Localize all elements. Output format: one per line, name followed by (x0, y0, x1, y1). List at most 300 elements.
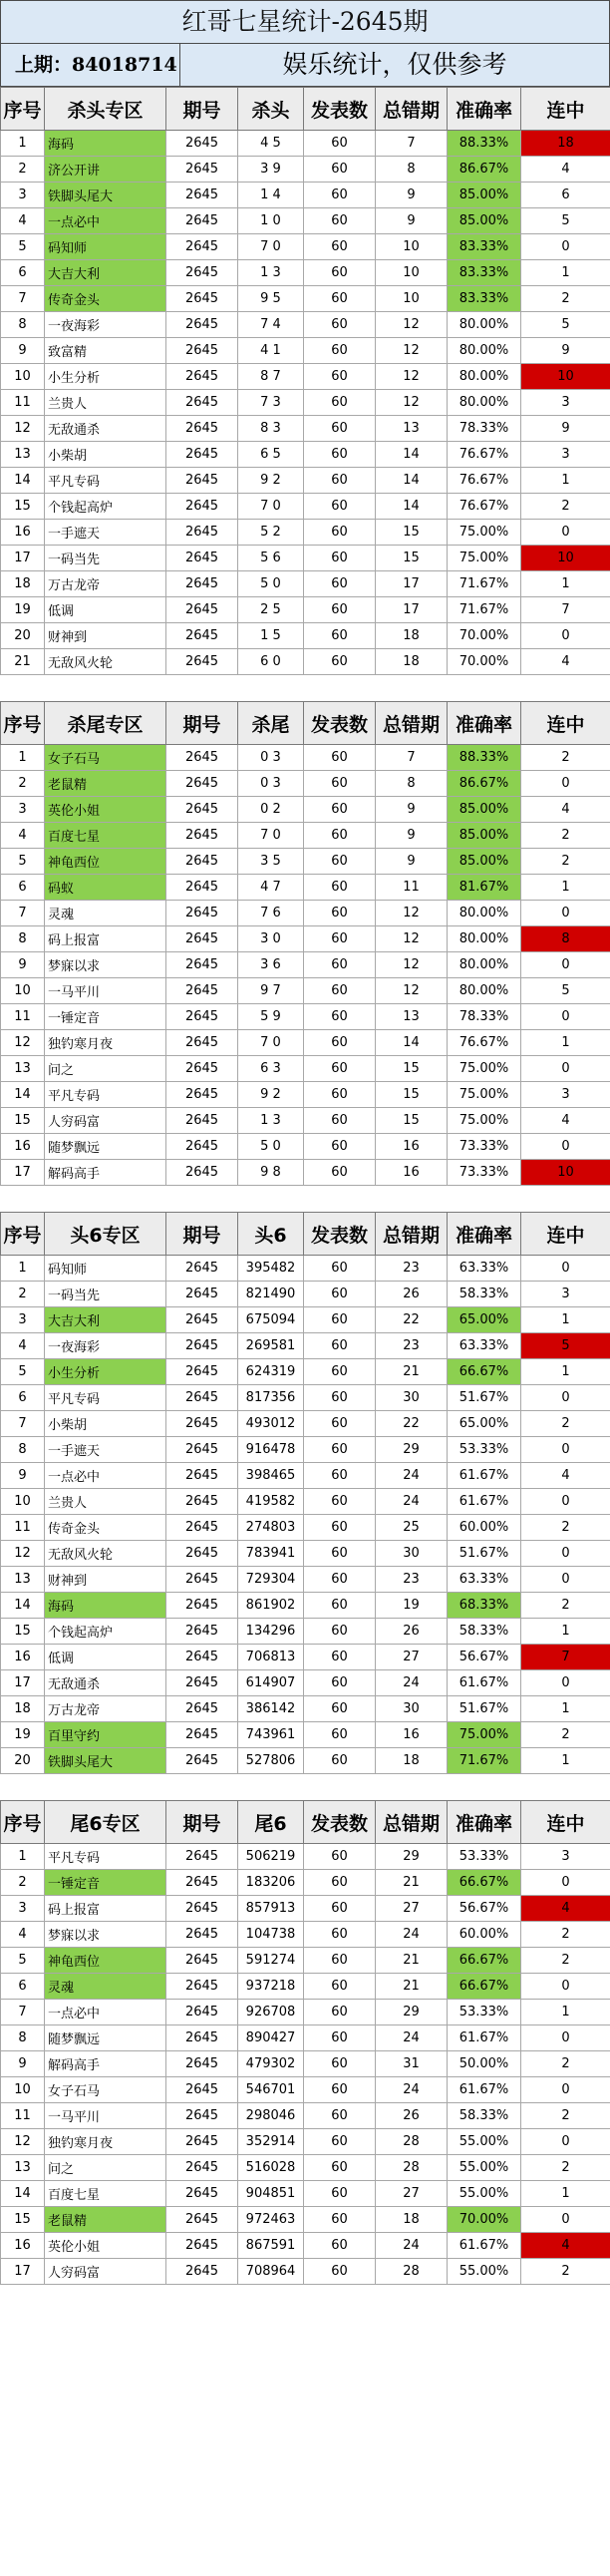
column-header: 连中 (521, 702, 610, 745)
issue-number: 2645 (166, 901, 238, 926)
row-index: 5 (1, 849, 45, 875)
error-count: 25 (376, 1515, 448, 1541)
prediction: 419582 (238, 1489, 304, 1515)
error-count: 18 (376, 2207, 448, 2233)
source-name: 无敌风火轮 (45, 1541, 166, 1567)
issue-number: 2645 (166, 2025, 238, 2051)
prediction: 493012 (238, 1411, 304, 1437)
accuracy: 88.33% (448, 131, 521, 157)
table-row (1, 926, 610, 952)
publish-count: 60 (304, 797, 376, 823)
accuracy: 75.00% (448, 520, 521, 546)
column-header: 发表数 (304, 702, 376, 745)
table-row (1, 1030, 610, 1056)
accuracy: 80.00% (448, 312, 521, 338)
column-header: 发表数 (304, 1801, 376, 1844)
source-name: 解码高手 (45, 2051, 166, 2077)
accuracy: 76.67% (448, 494, 521, 520)
error-count: 27 (376, 2181, 448, 2207)
table-header-row (1, 88, 610, 131)
error-count: 26 (376, 2103, 448, 2129)
source-name: 英伦小姐 (45, 2233, 166, 2259)
publish-count: 60 (304, 2155, 376, 2181)
row-index: 13 (1, 442, 45, 468)
publish-count: 60 (304, 1748, 376, 1774)
issue-number: 2645 (166, 2103, 238, 2129)
publish-count: 60 (304, 2181, 376, 2207)
error-count: 18 (376, 623, 448, 649)
row-index: 1 (1, 131, 45, 157)
prediction: 890427 (238, 2025, 304, 2051)
source-name: 万古龙帝 (45, 1696, 166, 1722)
streak: 1 (521, 1619, 610, 1645)
prediction: 7 0 (238, 234, 304, 260)
table-row (1, 2077, 610, 2103)
prediction: 104738 (238, 1922, 304, 1948)
issue-number: 2645 (166, 1256, 238, 1282)
row-index: 4 (1, 208, 45, 234)
table-gap (0, 1774, 610, 1800)
row-index: 2 (1, 157, 45, 183)
row-index: 11 (1, 390, 45, 416)
row-index: 12 (1, 416, 45, 442)
prediction: 3 5 (238, 849, 304, 875)
source-name: 平凡专码 (45, 1844, 166, 1870)
issue-number: 2645 (166, 442, 238, 468)
column-header: 总错期 (376, 1213, 448, 1256)
streak: 2 (521, 1593, 610, 1619)
row-index: 14 (1, 2181, 45, 2207)
source-name: 灵魂 (45, 1974, 166, 2000)
row-index: 1 (1, 745, 45, 771)
table-row (1, 157, 610, 183)
accuracy: 61.67% (448, 1489, 521, 1515)
error-count: 16 (376, 1722, 448, 1748)
issue-number: 2645 (166, 571, 238, 597)
accuracy: 76.67% (448, 442, 521, 468)
accuracy: 80.00% (448, 901, 521, 926)
prediction: 926708 (238, 2000, 304, 2025)
prediction: 614907 (238, 1670, 304, 1696)
table-row (1, 1670, 610, 1696)
table-row (1, 364, 610, 390)
publish-count: 60 (304, 1333, 376, 1359)
issue-number: 2645 (166, 1282, 238, 1307)
publish-count: 60 (304, 1463, 376, 1489)
prediction: 506219 (238, 1844, 304, 1870)
publish-count: 60 (304, 1619, 376, 1645)
accuracy: 58.33% (448, 1619, 521, 1645)
table-row (1, 1463, 610, 1489)
prediction: 527806 (238, 1748, 304, 1774)
publish-count: 60 (304, 849, 376, 875)
streak: 7 (521, 1645, 610, 1670)
table-header-row (1, 702, 610, 745)
source-name: 神龟西位 (45, 1948, 166, 1974)
accuracy: 80.00% (448, 952, 521, 978)
row-index: 20 (1, 1748, 45, 1774)
error-count: 26 (376, 1619, 448, 1645)
row-index: 5 (1, 1948, 45, 1974)
table-row (1, 1256, 610, 1282)
streak: 5 (521, 312, 610, 338)
error-count: 9 (376, 797, 448, 823)
column-header: 准确率 (448, 1801, 521, 1844)
error-count: 22 (376, 1411, 448, 1437)
table-row (1, 1645, 610, 1670)
table-row (1, 2129, 610, 2155)
publish-count: 60 (304, 1030, 376, 1056)
accuracy: 86.67% (448, 771, 521, 797)
prediction: 1 3 (238, 1108, 304, 1134)
publish-count: 60 (304, 2259, 376, 2285)
accuracy: 75.00% (448, 1082, 521, 1108)
prediction: 7 0 (238, 1030, 304, 1056)
row-index: 12 (1, 2129, 45, 2155)
publish-count: 60 (304, 1004, 376, 1030)
column-header: 期号 (166, 1801, 238, 1844)
publish-count: 60 (304, 2000, 376, 2025)
row-index: 3 (1, 1896, 45, 1922)
table-row (1, 2025, 610, 2051)
table-row (1, 312, 610, 338)
streak: 2 (521, 494, 610, 520)
prediction: 395482 (238, 1256, 304, 1282)
table-row (1, 1844, 610, 1870)
prediction: 9 5 (238, 286, 304, 312)
error-count: 21 (376, 1974, 448, 2000)
streak: 2 (521, 1411, 610, 1437)
table-row (1, 771, 610, 797)
prediction: 783941 (238, 1541, 304, 1567)
publish-count: 60 (304, 208, 376, 234)
error-count: 24 (376, 2077, 448, 2103)
issue-number: 2645 (166, 1333, 238, 1359)
table-row (1, 1385, 610, 1411)
column-header: 发表数 (304, 1213, 376, 1256)
issue-number: 2645 (166, 1004, 238, 1030)
table-row (1, 1515, 610, 1541)
table-row (1, 208, 610, 234)
issue-number: 2645 (166, 1411, 238, 1437)
row-index: 9 (1, 338, 45, 364)
column-header: 连中 (521, 88, 610, 131)
head6-table (0, 1212, 610, 1774)
column-header: 总错期 (376, 1801, 448, 1844)
table-row (1, 183, 610, 208)
table-row (1, 234, 610, 260)
disclaimer-notice: 娱乐统计，仅供参考 (282, 50, 507, 79)
table-row (1, 1082, 610, 1108)
source-name: 无敌通杀 (45, 416, 166, 442)
error-count: 14 (376, 442, 448, 468)
error-count: 24 (376, 1670, 448, 1696)
issue-number: 2645 (166, 797, 238, 823)
prediction: 3 9 (238, 157, 304, 183)
streak: 2 (521, 286, 610, 312)
publish-count: 60 (304, 771, 376, 797)
accuracy: 83.33% (448, 234, 521, 260)
streak: 3 (521, 390, 610, 416)
prediction: 591274 (238, 1948, 304, 1974)
issue-number: 2645 (166, 234, 238, 260)
table-row (1, 520, 610, 546)
accuracy: 68.33% (448, 1593, 521, 1619)
row-index: 16 (1, 2233, 45, 2259)
table-row (1, 131, 610, 157)
accuracy: 88.33% (448, 745, 521, 771)
accuracy: 56.67% (448, 1645, 521, 1670)
issue-number: 2645 (166, 2155, 238, 2181)
issue-number: 2645 (166, 1593, 238, 1619)
issue-number: 2645 (166, 1489, 238, 1515)
accuracy: 70.00% (448, 623, 521, 649)
issue-number: 2645 (166, 978, 238, 1004)
streak: 8 (521, 926, 610, 952)
accuracy: 75.00% (448, 1108, 521, 1134)
row-index: 18 (1, 571, 45, 597)
prediction: 1 4 (238, 183, 304, 208)
accuracy: 58.33% (448, 1282, 521, 1307)
source-name: 独钓寒月夜 (45, 1030, 166, 1056)
accuracy: 71.67% (448, 571, 521, 597)
publish-count: 60 (304, 1974, 376, 2000)
table-row (1, 2155, 610, 2181)
error-count: 18 (376, 1748, 448, 1774)
streak: 0 (521, 1056, 610, 1082)
accuracy: 70.00% (448, 2207, 521, 2233)
accuracy: 51.67% (448, 1385, 521, 1411)
streak: 10 (521, 364, 610, 390)
row-index: 16 (1, 1134, 45, 1160)
error-count: 18 (376, 649, 448, 675)
prediction: 9 2 (238, 468, 304, 494)
last-issue-label: 上期：84018714 (1, 44, 180, 86)
error-count: 29 (376, 2000, 448, 2025)
table-row (1, 286, 610, 312)
source-name: 济公开讲 (45, 157, 166, 183)
streak: 0 (521, 1134, 610, 1160)
prediction: 134296 (238, 1619, 304, 1645)
table-row (1, 2051, 610, 2077)
column-header: 序号 (1, 1801, 45, 1844)
row-index: 10 (1, 364, 45, 390)
streak: 0 (521, 1004, 610, 1030)
prediction: 7 0 (238, 494, 304, 520)
source-name: 传奇金头 (45, 1515, 166, 1541)
issue-number: 2645 (166, 260, 238, 286)
source-name: 女子石马 (45, 745, 166, 771)
issue-number: 2645 (166, 468, 238, 494)
source-name: 一点必中 (45, 208, 166, 234)
prediction: 0 3 (238, 771, 304, 797)
source-name: 万古龙帝 (45, 571, 166, 597)
accuracy: 81.67% (448, 875, 521, 901)
row-index: 6 (1, 1974, 45, 2000)
streak: 0 (521, 1567, 610, 1593)
issue-number: 2645 (166, 1567, 238, 1593)
column-header: 发表数 (304, 88, 376, 131)
prediction: 6 3 (238, 1056, 304, 1082)
column-header: 连中 (521, 1213, 610, 1256)
source-name: 随梦飘远 (45, 1134, 166, 1160)
kill-head-table (0, 87, 610, 675)
issue-number: 2645 (166, 157, 238, 183)
source-name: 个钱起高炉 (45, 494, 166, 520)
streak: 4 (521, 157, 610, 183)
error-count: 28 (376, 2155, 448, 2181)
accuracy: 80.00% (448, 926, 521, 952)
streak: 2 (521, 823, 610, 849)
table-row (1, 849, 610, 875)
publish-count: 60 (304, 2129, 376, 2155)
source-name: 财神到 (45, 1567, 166, 1593)
row-index: 7 (1, 1411, 45, 1437)
streak: 2 (521, 849, 610, 875)
error-count: 9 (376, 208, 448, 234)
row-index: 15 (1, 1108, 45, 1134)
table-row (1, 2000, 610, 2025)
issue-number: 2645 (166, 2051, 238, 2077)
row-index: 6 (1, 875, 45, 901)
tail6-table (0, 1800, 610, 2285)
prediction: 916478 (238, 1437, 304, 1463)
source-name: 小柴胡 (45, 1411, 166, 1437)
publish-count: 60 (304, 1256, 376, 1282)
prediction: 6 0 (238, 649, 304, 675)
accuracy: 80.00% (448, 364, 521, 390)
streak: 0 (521, 1670, 610, 1696)
publish-count: 60 (304, 1108, 376, 1134)
column-header: 杀尾 (238, 702, 304, 745)
issue-number: 2645 (166, 286, 238, 312)
streak: 9 (521, 338, 610, 364)
error-count: 27 (376, 1896, 448, 1922)
accuracy: 61.67% (448, 1670, 521, 1696)
prediction: 3 0 (238, 926, 304, 952)
prediction: 6 5 (238, 442, 304, 468)
prediction: 3 6 (238, 952, 304, 978)
row-index: 7 (1, 286, 45, 312)
error-count: 23 (376, 1333, 448, 1359)
table-row (1, 1160, 610, 1186)
streak: 1 (521, 1307, 610, 1333)
issue-number: 2645 (166, 1696, 238, 1722)
issue-number: 2645 (166, 2207, 238, 2233)
publish-count: 60 (304, 1082, 376, 1108)
issue-number: 2645 (166, 875, 238, 901)
error-count: 8 (376, 771, 448, 797)
publish-count: 60 (304, 2025, 376, 2051)
table-row (1, 1541, 610, 1567)
source-name: 码上报富 (45, 926, 166, 952)
accuracy: 80.00% (448, 390, 521, 416)
row-index: 4 (1, 1333, 45, 1359)
row-index: 4 (1, 1922, 45, 1948)
streak: 2 (521, 1515, 610, 1541)
accuracy: 83.33% (448, 260, 521, 286)
accuracy: 66.67% (448, 1948, 521, 1974)
table-row (1, 442, 610, 468)
streak: 0 (521, 1541, 610, 1567)
issue-number: 2645 (166, 1541, 238, 1567)
error-count: 28 (376, 2259, 448, 2285)
streak: 2 (521, 2259, 610, 2285)
accuracy: 86.67% (448, 157, 521, 183)
prediction: 857913 (238, 1896, 304, 1922)
accuracy: 85.00% (448, 849, 521, 875)
row-index: 16 (1, 520, 45, 546)
source-name: 平凡专码 (45, 1385, 166, 1411)
issue-number: 2645 (166, 1619, 238, 1645)
streak: 0 (521, 901, 610, 926)
prediction: 5 0 (238, 571, 304, 597)
error-count: 12 (376, 390, 448, 416)
publish-count: 60 (304, 1307, 376, 1333)
streak: 4 (521, 2233, 610, 2259)
column-header: 准确率 (448, 702, 521, 745)
row-index: 12 (1, 1030, 45, 1056)
issue-number: 2645 (166, 494, 238, 520)
prediction: 4 7 (238, 875, 304, 901)
table-gap (0, 1186, 610, 1212)
source-name: 老鼠精 (45, 2207, 166, 2233)
table-row (1, 1593, 610, 1619)
issue-number: 2645 (166, 2129, 238, 2155)
issue-number: 2645 (166, 183, 238, 208)
prediction: 675094 (238, 1307, 304, 1333)
row-index: 3 (1, 183, 45, 208)
publish-count: 60 (304, 823, 376, 849)
prediction: 546701 (238, 2077, 304, 2103)
accuracy: 70.00% (448, 649, 521, 675)
publish-count: 60 (304, 1844, 376, 1870)
source-name: 一码当先 (45, 1282, 166, 1307)
publish-count: 60 (304, 2233, 376, 2259)
accuracy: 63.33% (448, 1333, 521, 1359)
error-count: 28 (376, 2129, 448, 2155)
table-row (1, 1922, 610, 1948)
row-index: 11 (1, 1515, 45, 1541)
column-header: 总错期 (376, 702, 448, 745)
source-name: 一马平川 (45, 2103, 166, 2129)
column-header: 连中 (521, 1801, 610, 1844)
accuracy: 61.67% (448, 2233, 521, 2259)
prediction: 937218 (238, 1974, 304, 2000)
accuracy: 66.67% (448, 1974, 521, 2000)
issue-number: 2645 (166, 649, 238, 675)
accuracy: 78.33% (448, 416, 521, 442)
table-row (1, 1056, 610, 1082)
column-header: 准确率 (448, 88, 521, 131)
column-header: 期号 (166, 702, 238, 745)
prediction: 8 7 (238, 364, 304, 390)
issue-number: 2645 (166, 849, 238, 875)
table-row (1, 1567, 610, 1593)
publish-count: 60 (304, 1160, 376, 1186)
publish-count: 60 (304, 442, 376, 468)
source-name: 独钓寒月夜 (45, 2129, 166, 2155)
streak: 5 (521, 208, 610, 234)
streak: 0 (521, 2025, 610, 2051)
accuracy: 55.00% (448, 2259, 521, 2285)
publish-count: 60 (304, 1670, 376, 1696)
error-count: 26 (376, 1282, 448, 1307)
table-row (1, 1108, 610, 1134)
column-header: 杀尾专区 (45, 702, 166, 745)
publish-count: 60 (304, 1134, 376, 1160)
prediction: 7 0 (238, 823, 304, 849)
